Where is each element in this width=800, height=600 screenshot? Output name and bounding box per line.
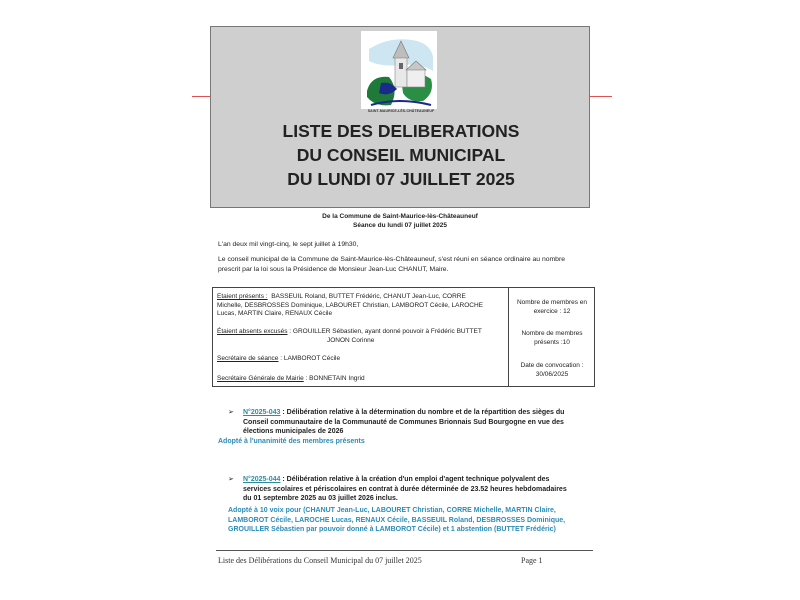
commune-name: De la Commune de Saint-Maurice-lès-Châteauneuf bbox=[322, 213, 478, 220]
title-line: LISTE DES DELIBERATIONS bbox=[282, 121, 520, 141]
date-convocation: Date de convocation : 30/06/2025 bbox=[520, 362, 584, 378]
title-line: DU LUNDI 07 JUILLET 2025 bbox=[287, 169, 515, 189]
logo-caption: SAINT-MAURICE-LÈS-CHÂTEAUNEUF bbox=[367, 109, 435, 113]
secretaire-block: Secrétaire de séance : LAMBOROT Cécile bbox=[217, 355, 341, 362]
attendance-box bbox=[212, 287, 595, 387]
footer-title: Liste des Délibérations du Conseil Municipal du 07 juillet 2025 bbox=[218, 556, 422, 565]
page-title bbox=[211, 119, 591, 191]
bullet-arrow-icon: ➢ bbox=[228, 409, 234, 416]
deliberation-2025-044: N°2025-044 : Délibération relative à la création d'un emploi d'agent technique polyvalent des services scolaires et périscolaires en contrat à durée déterminée de 23.52 heures hebdomadaires du 01 septembre 2025 au 03 juillet 2026 inclus. bbox=[243, 476, 567, 503]
absents-block: Étaient absents excusés : GROUILLER Sébastien, ayant donné pouvoir à Frédéric BUTTET JONON Corinne bbox=[217, 328, 482, 344]
deliberation-number: N°2025-043 bbox=[243, 409, 281, 416]
presents-label: Etaient présents : bbox=[217, 293, 268, 300]
membres-presents: Nombre de membres présents :10 bbox=[521, 330, 583, 346]
page-number: Page 1 bbox=[521, 556, 543, 565]
deliberation-number: N°2025-044 bbox=[243, 476, 281, 483]
commune-logo bbox=[361, 31, 437, 109]
membres-exercice: Nombre de membres en exercice : 12 bbox=[516, 299, 588, 315]
intro-date: L'an deux mil vingt-cinq, le sept juillet à 19h30, bbox=[218, 241, 359, 248]
vote-result: Adopté à 10 voix pour (CHANUT Jean-Luc, LABOURET Christian, CORRE Michelle, MARTIN Claire, LAMBOROT Cécile, LAROCHE Lucas, RENAUX Cécile, BASSEUIL Roland, DESBROSSES Dominique, GROUILLER Sébastien par pouvoir donné à LAMBOROT Cécile) et 1 abstention (BUTTET Frédéric) bbox=[228, 507, 566, 534]
footer-rule bbox=[216, 550, 593, 551]
title-line: DU CONSEIL MUNICIPAL bbox=[296, 145, 506, 165]
vote-result: Adopté à l'unanimité des membres présents bbox=[218, 438, 365, 445]
deliberation-2025-043: N°2025-043 : Délibération relative à la détermination du nombre et de la répartition des sièges du Conseil communautaire de la Communauté de Communes Brionnais Sud Bourgogne en vue des élections municipales de 2026 bbox=[243, 409, 565, 436]
bullet-arrow-icon: ➢ bbox=[228, 476, 234, 483]
sg-block: Secrétaire Générale de Mairie : BONNETAIN Ingrid bbox=[217, 375, 365, 382]
header-box bbox=[210, 26, 590, 208]
seance-date: Séance du lundi 07 juillet 2025 bbox=[353, 222, 447, 229]
presents-block: Etaient présents : BASSEUIL Roland, BUTTET Frédéric, CHANUT Jean-Luc, CORRE Michelle, DESBROSSES Dominique, LABOURET Christian, LAMBOROT Cécile, LAROCHE Lucas, MARTIN Claire, RENAUX Cécile bbox=[217, 293, 483, 317]
absents-label: Étaient absents excusés bbox=[217, 328, 288, 335]
intro-body: Le conseil municipal de la Commune de Saint-Maurice-lès-Châteauneuf, s'est réuni en séance ordinaire au nombre prescrit par la loi sous la Présidence de Monsieur Jean-Luc CHANUT, Maire. bbox=[218, 256, 565, 273]
box-divider bbox=[508, 288, 509, 386]
